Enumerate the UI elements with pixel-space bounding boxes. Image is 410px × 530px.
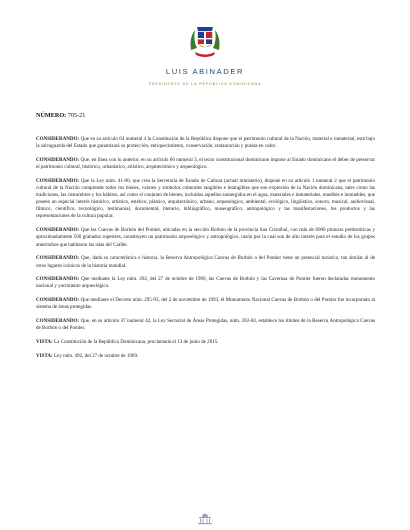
- paragraph-text: Que las Cuevas de Borbón del Pomier, ubicadas en la sección Borbón de la provincia San Cristóbal, con más de 6000 pinturas prehistóricas y aproximadamente 500 grabados rupestres, constituyen un patrimonio arqueológico y antropológico, razón por la cual son de alto interés para el estudio de los grupos amerindios que habitaron las islas del Caribe.: [36, 227, 375, 248]
- paragraph: [36, 255, 375, 269]
- paragraph-lead: CONSIDERANDO:: [36, 156, 80, 163]
- paragraph-text: Que mediante el Decreto núm. 295-93, del 2 de noviembre de 1993, el Monumento Nacional Cuevas de Borbón o del Pomier fue incorporado al sistema de áreas protegidas.: [36, 297, 375, 311]
- document-number: [36, 112, 85, 119]
- paragraph-lead: CONSIDERANDO:: [36, 255, 80, 262]
- paragraph-lead: CONSIDERANDO:: [36, 227, 80, 234]
- header-subtitle: PRESIDENTE DE LA REPÚBLICA DOMINICANA: [148, 82, 262, 86]
- paragraph: [36, 157, 375, 171]
- header-name: LUIS ABINADER: [165, 67, 245, 76]
- paragraph-text: Que mediante la Ley núm. 492, del 27 de octubre de 1969, las Cuevas de Borbón y las Cavernas de Pomier fueron declaradas monumento nacional y yacimiento arqueológico.: [36, 276, 375, 290]
- paragraph-text: Que, dada su característica e historia, la Reserva Antropológica Cuevas de Borbón o del Pomier tiene un potencial turístico, tan similar al de otros lugares icónicos de la historia mundial.: [36, 255, 375, 269]
- paragraph-lead: CONSIDERANDO:: [36, 297, 80, 304]
- paragraph-text: Que, en línea con lo anterior, en su artículo 66 numeral 3, el texto constitucional dominicano impone al Estado dominicano el deber de preservar el patrimonio cultural, histórico, urbanístico, artístico, arquitectónico y arqueológico.: [36, 156, 375, 171]
- paragraph-lead: CONSIDERANDO:: [36, 318, 80, 325]
- paragraph: [36, 136, 375, 150]
- paragraph-lead: CONSIDERANDO:: [36, 136, 80, 142]
- paragraph-text: Que, en su artículo 37 numeral 42, la Ley Sectorial de Áreas Protegidas, núm. 202-04, establece los límites de la Reserva Antropológica Cuevas de Borbón o del Pomier.: [36, 318, 375, 332]
- number-label: NÚMERO:: [36, 112, 67, 119]
- paragraph: [36, 227, 375, 248]
- paragraph-lead: CONSIDERANDO:: [36, 177, 80, 184]
- national-palace-icon: [197, 513, 213, 525]
- paragraph-lead: VISTA:: [36, 339, 53, 346]
- paragraph: [36, 353, 375, 360]
- paragraph-text: Que en su artículo 64 numeral 4 la Constitución de la República dispone que el patrimonio cultural de la Nación, material e inmaterial, está bajo la salvaguarda del Estado que garantizará su protección, enriquecimiento, conservación, restauración y puesta en valor.: [36, 136, 375, 150]
- paragraph: [36, 318, 375, 332]
- paragraph-text: Que la Ley núm. 41-00, que crea la Secretaría de Estado de Cultura (actual ministerio), dispone en su artículo 1 numeral 2 que el patrimonio cultural de la Nación comprende todos los bienes, valores y símbolos culturales tangibles e intangibles que son expresión de la Nación dominicana, tales como las tradiciones, las costumbres y los hábitos, así como el conjunto de bienes, incluidos aquellos sumergidos en el agua, materiales e inmateriales, muebles e inmuebles, que poseen un especial interés histórico, artístico, estético, plástico, arquitectónico, urbano, arqueológico, ambiental, ecológico, lingüístico, sonoro, musical, audiovisual, fílmico, científico, tecnológico, testimonial, documental, literario, bibliográfico, museográfico, antropológico y las manifestaciones, los productos y las representaciones de la cultura popular.: [36, 177, 375, 220]
- paragraph: [36, 339, 375, 346]
- paragraph-lead: VISTA:: [36, 353, 53, 360]
- paragraph: [36, 178, 375, 221]
- document-body: [36, 136, 375, 367]
- paragraph-text: Ley núm. 492, del 27 de octubre de 1969.: [52, 353, 139, 360]
- paragraph-text: La Constitución de la República Dominicana, proclamada el 13 de junio de 2015.: [52, 339, 219, 346]
- paragraph-lead: CONSIDERANDO:: [36, 276, 80, 283]
- paragraph: [36, 276, 375, 290]
- number-value: 705-21: [67, 112, 86, 119]
- coat-of-arms-icon: [187, 24, 223, 60]
- paragraph: [36, 297, 375, 311]
